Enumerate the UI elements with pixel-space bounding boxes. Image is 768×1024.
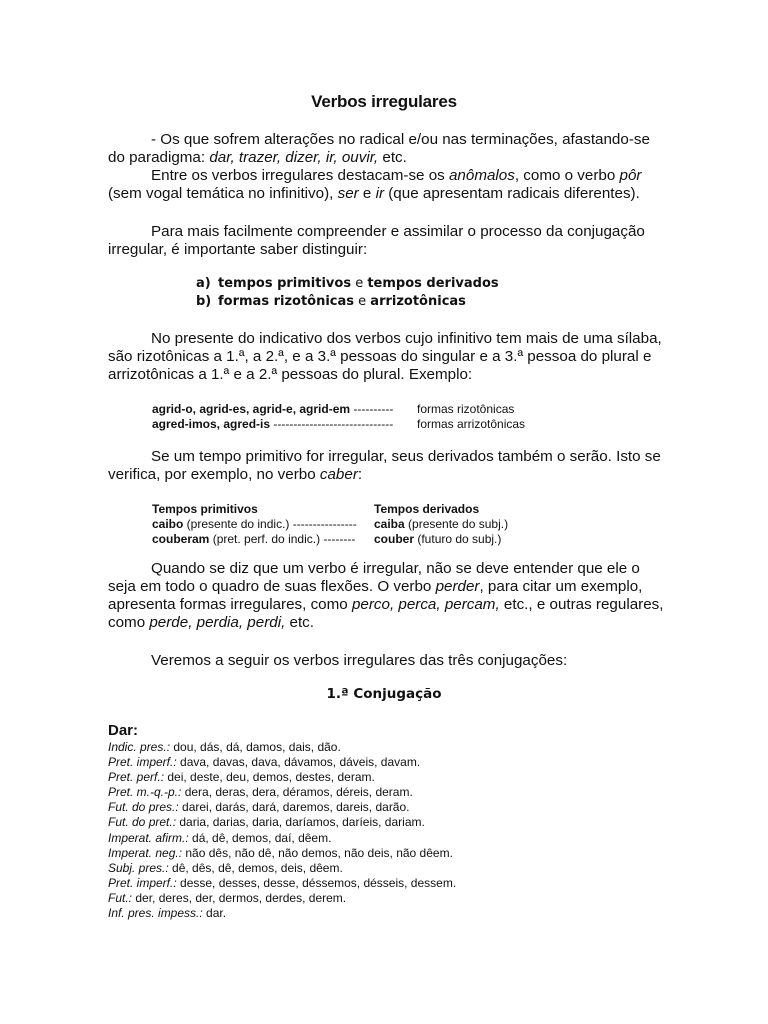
tempos-table xyxy=(152,502,509,547)
conjugation-line: Imperat. neg.: não dês, não dê, não demos, não deis, não dêem. xyxy=(108,845,453,860)
conjugation-line: Pret. m.-q.-p.: dera, deras, dera, déramos, déreis, deram. xyxy=(108,785,413,800)
table-row: couberam (pret. perf. do indic.) -------- couber (futuro do subj.) xyxy=(152,532,502,546)
conjugation-line: Pret. imperf.: desse, desses, desse, déssemos, désseis, dessem. xyxy=(108,875,457,890)
table-header: Tempos primitivos Tempos derivados xyxy=(152,502,480,516)
table-row: caibo (presente do indic.) ---------------- caiba (presente do subj.) xyxy=(152,517,509,531)
distinguish-list xyxy=(196,275,499,311)
conjugation-line: Subj. pres.: dê, dês, dê, demos, deis, dêem. xyxy=(108,860,343,875)
paragraph-next: Veremos a seguir os verbos irregulares das três conjugações: xyxy=(151,652,568,669)
example-row: agrid-o, agrid-es, agrid-e, agrid-em ---------- formas rizotônicas xyxy=(152,402,515,416)
paragraph-present: No presente do indicativo dos verbos cujo infinitivo tem mais de uma sílaba, são rizotônicas a 1.ª, a 2.ª, e a 3.ª pessoas do singular e a 3.ª pessoa do plural e arrizotônicas a 1.ª e a 2.ª pessoas do plural. Exemplo: xyxy=(108,330,662,383)
conjugation-list xyxy=(108,740,456,921)
page-title: Verbos irregulares xyxy=(311,92,457,111)
paragraph-distinguish: Para mais facilmente compreender e assimilar o processo da conjugação irregular, é importante saber distinguir: xyxy=(108,223,645,258)
conjugation-line: Pret. perf.: dei, deste, deu, demos, destes, deram. xyxy=(108,770,375,785)
conjugation-line: Indic. pres.: dou, dás, dá, damos, dais, dão. xyxy=(108,740,341,754)
paragraph-definition: - Os que sofrem alterações no radical e/ou nas terminações, afastando-se do paradigma: dar, trazer, dizer, ir, ouvir, etc. Entre os verbos irregulares destacam-se os anômalos, como o verbo pôr (sem vogal temática no infinitivo), ser e ir (que apresentam radicais diferentes). xyxy=(108,131,650,202)
conjugation-line: Fut. do pres.: darei, darás, dará, daremos, dareis, darão. xyxy=(108,800,410,815)
conjugation-line: Fut.: der, deres, der, dermos, derdes, derem. xyxy=(108,890,347,905)
list-item: a) tempos primitivos e tempos derivados xyxy=(196,276,499,291)
list-item: b) formas rizotônicas e arrizotônicas xyxy=(196,294,466,309)
conjugation-line: Inf. pres. impess.: dar. xyxy=(108,906,227,921)
conjugation-line: Imperat. afirm.: dá, dê, demos, daí, dêem. xyxy=(108,830,332,845)
paragraph-irregular-note: Quando se diz que um verbo é irregular, não se deve entender que ele o seja em todo o quadro de suas flexões. O verbo perder, para citar um exemplo, apresenta formas irregulares, como perco, perca, percam, etc., e outras regulares, como perde, perdia, perdi, etc. xyxy=(108,560,664,631)
conjugation-line: Fut. do pret.: daria, darias, daria, daríamos, daríeis, dariam. xyxy=(108,815,425,830)
conjugation-line: Pret. imperf.: dava, davas, dava, dávamos, dáveis, davam. xyxy=(108,755,421,770)
section-title: 1.ª Conjugação xyxy=(326,686,442,702)
example-row: agred-imos, agred-is ------------------------------ formas arrizotônicas xyxy=(152,417,526,431)
example-forms xyxy=(152,402,526,432)
paragraph-primitive: Se um tempo primitivo for irregular, seus derivados também o serão. Isto se verifica, por exemplo, no verbo caber: xyxy=(108,448,661,483)
verb-heading: Dar: xyxy=(108,722,139,739)
